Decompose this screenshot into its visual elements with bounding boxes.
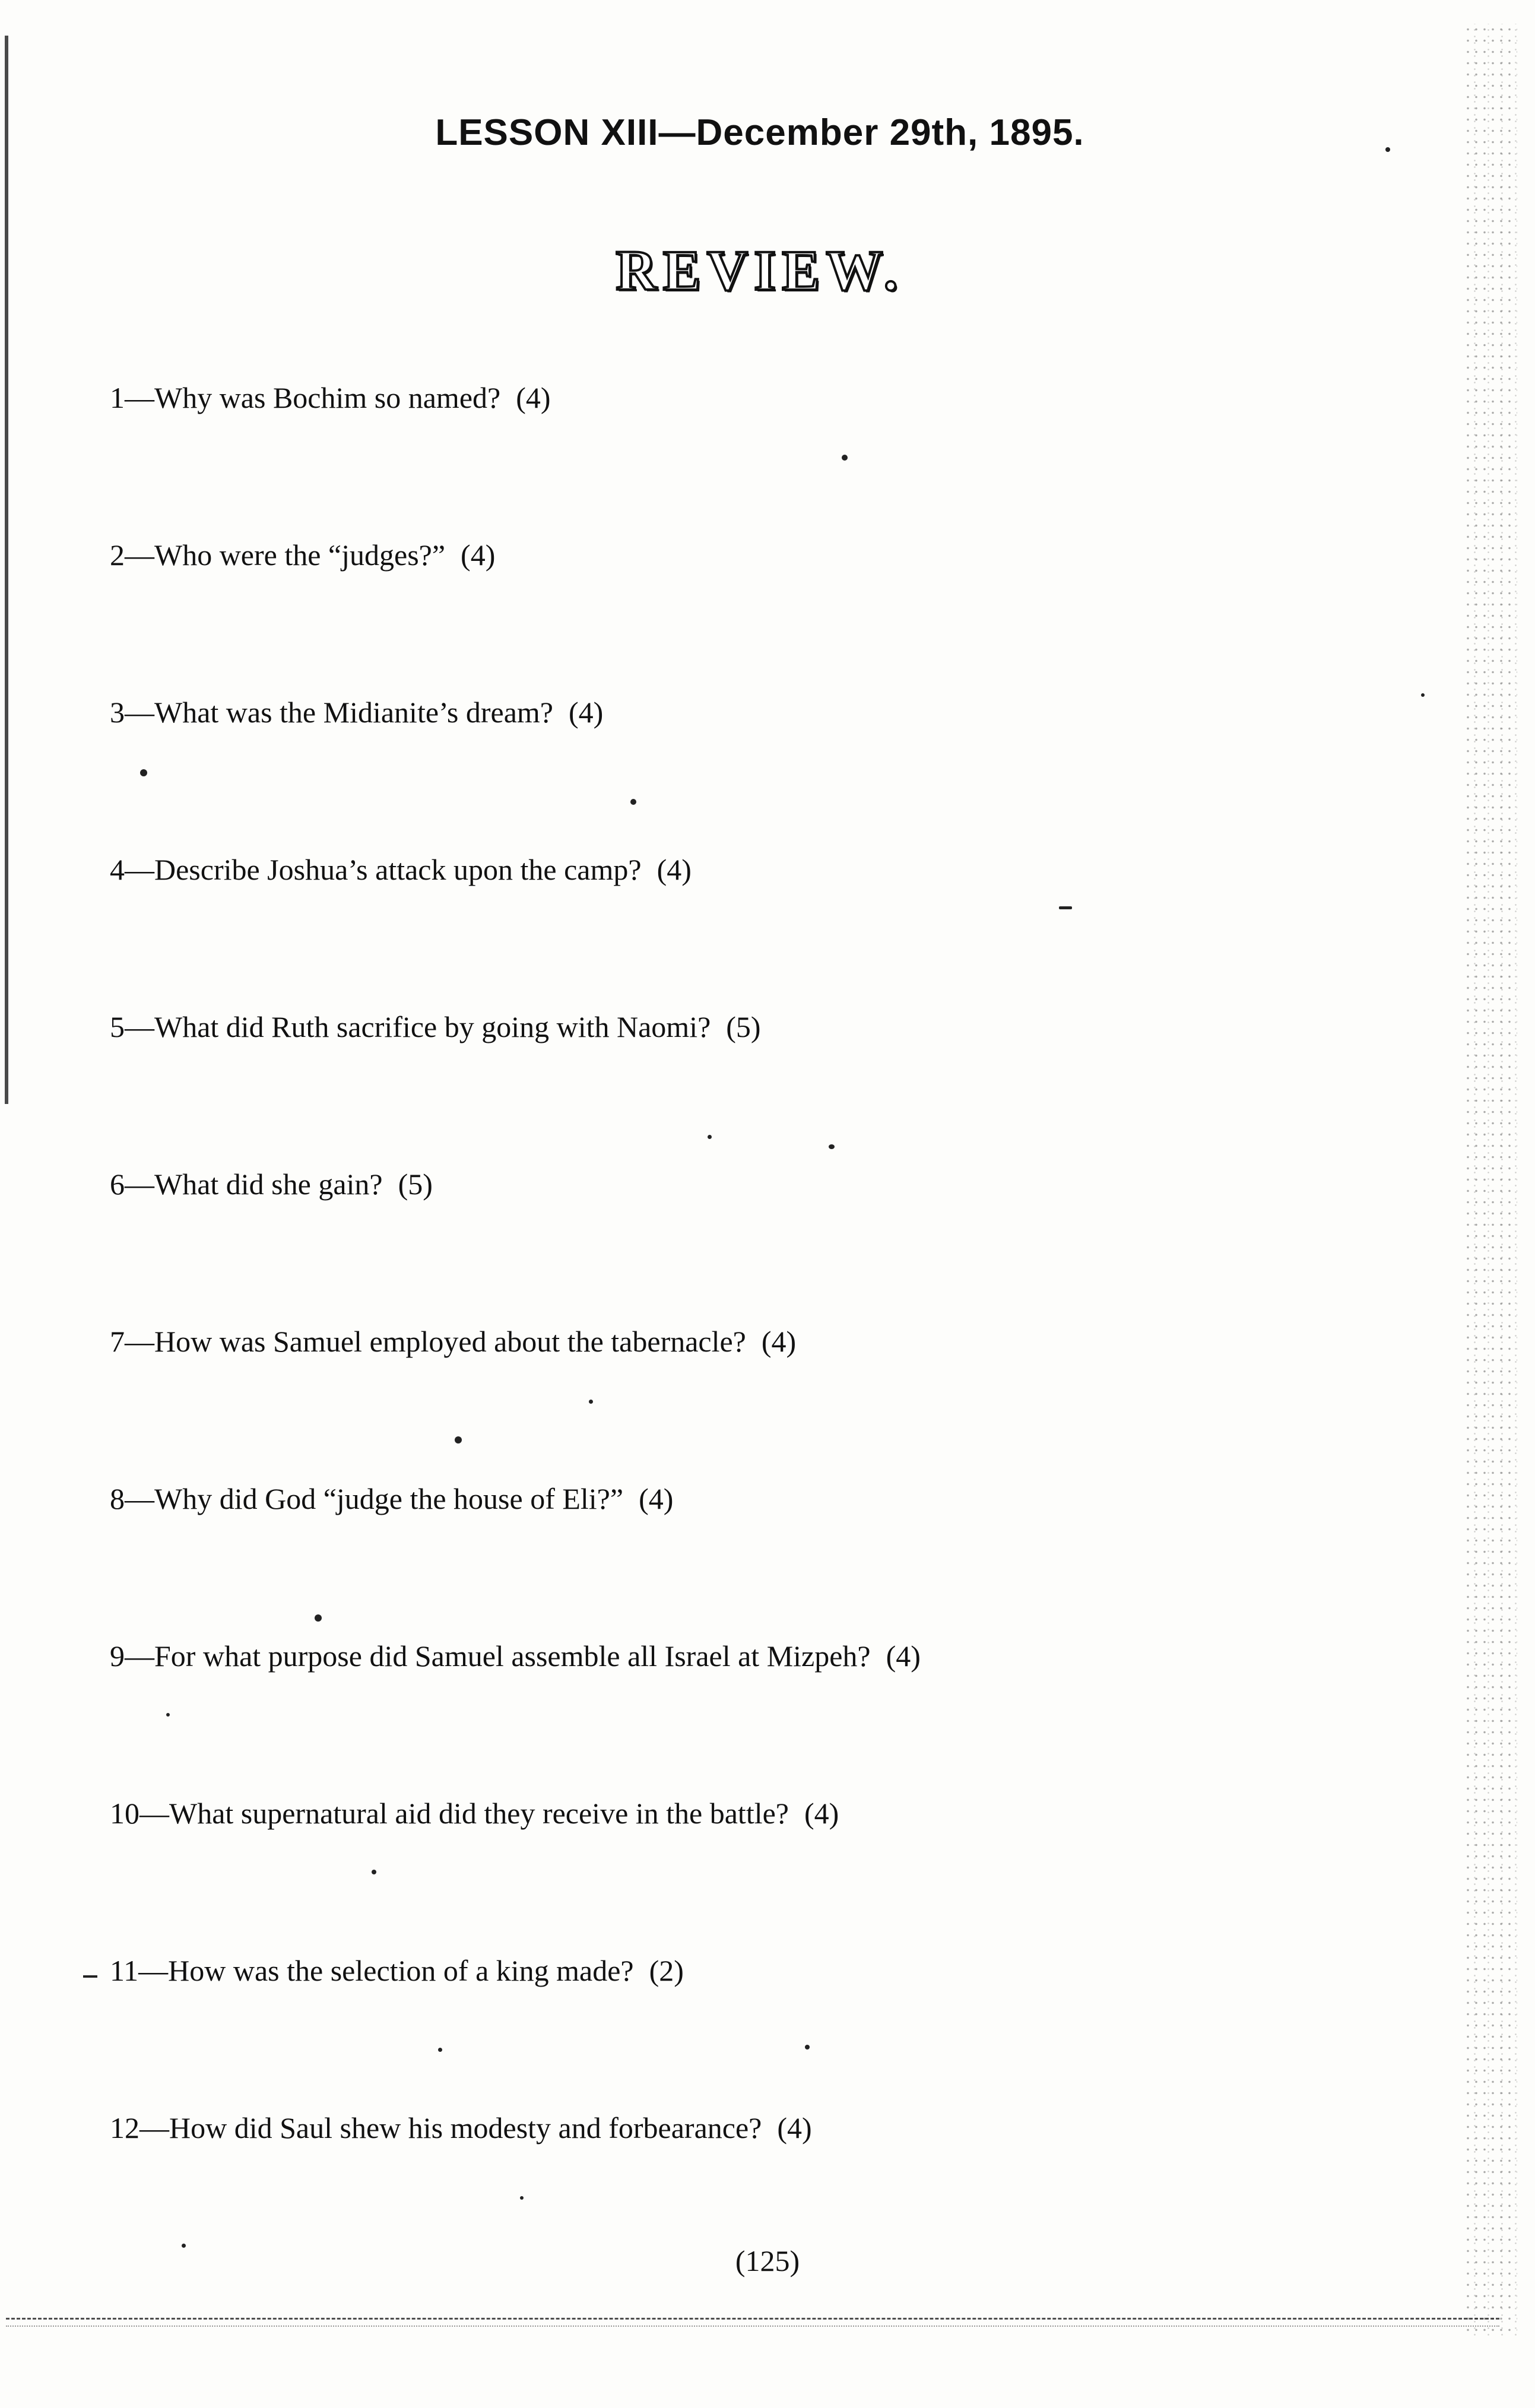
question-text: 1—Why was Bochim so named? (110, 381, 501, 414)
ink-fleck (829, 1144, 835, 1149)
question-text: 4—Describe Joshua’s attack upon the camp? (110, 853, 642, 886)
ink-fleck (140, 769, 147, 776)
question-item (110, 694, 1297, 852)
question-marks: (2) (649, 1954, 684, 1987)
lesson-title: LESSON XIII—December 29th, 1895. (435, 112, 1084, 153)
page-number: (125) (735, 2244, 800, 2277)
question-text: 5—What did Ruth sacrifice by going with Naomi? (110, 1010, 711, 1043)
ink-fleck (315, 1614, 322, 1622)
margin-dash (83, 1975, 97, 1978)
ink-fleck (630, 799, 636, 805)
ink-fleck (1059, 906, 1072, 909)
bottom-edge (6, 2318, 1499, 2324)
question-marks: (4) (639, 1482, 674, 1515)
question-item (110, 537, 1297, 694)
question-marks: (4) (657, 853, 692, 886)
ink-fleck (182, 2244, 186, 2248)
question-marks: (4) (516, 381, 551, 414)
ink-fleck (1421, 693, 1425, 697)
question-marks: (4) (461, 538, 496, 572)
question-text: 8—Why did God “judge the house of Eli?” (110, 1482, 624, 1515)
question-text: 10—What supernatural aid did they receive in the battle? (110, 1797, 789, 1830)
question-list (110, 380, 1297, 2267)
question-marks: (4) (777, 2111, 812, 2144)
question-text: 7—How was Samuel employed about the tabernacle? (110, 1325, 746, 1358)
question-item (110, 1009, 1297, 1166)
question-marks: (5) (726, 1010, 761, 1043)
ink-fleck (372, 1870, 376, 1874)
ink-fleck (166, 1713, 170, 1717)
binding-edge (5, 36, 8, 1104)
question-item (110, 1953, 1297, 2110)
ink-fleck (805, 2045, 810, 2050)
ink-fleck (708, 1135, 712, 1139)
question-marks: (4) (569, 696, 604, 729)
question-marks: (4) (804, 1797, 839, 1830)
question-text: 2—Who were the “judges?” (110, 538, 446, 572)
question-item (110, 1638, 1297, 1795)
bottom-edge-shadow (6, 2325, 1499, 2329)
question-item (110, 852, 1297, 1009)
ink-fleck (1385, 147, 1390, 152)
question-text: 11—How was the selection of a king made? (110, 1954, 634, 1987)
question-text: 12—How did Saul shew his modesty and forbearance? (110, 2111, 762, 2144)
speckled-edge (1464, 24, 1517, 2339)
question-item (110, 1795, 1297, 1953)
ink-fleck (438, 2048, 442, 2052)
question-marks: (5) (398, 1167, 433, 1201)
question-text: 6—What did she gain? (110, 1167, 383, 1201)
ink-fleck (589, 1400, 593, 1404)
question-text: 9—For what purpose did Samuel assemble all Israel at Mizpeh? (110, 1639, 871, 1673)
question-item (110, 380, 1297, 537)
ink-fleck (520, 2196, 524, 2200)
question-item (110, 1324, 1297, 1481)
question-text: 3—What was the Midianite’s dream? (110, 696, 553, 729)
ink-fleck (842, 455, 848, 461)
question-item (110, 1481, 1297, 1638)
question-marks: (4) (886, 1639, 921, 1673)
ink-fleck (455, 1436, 462, 1443)
question-marks: (4) (761, 1325, 797, 1358)
section-title: REVIEW. (616, 239, 904, 302)
question-item (110, 1166, 1297, 1324)
